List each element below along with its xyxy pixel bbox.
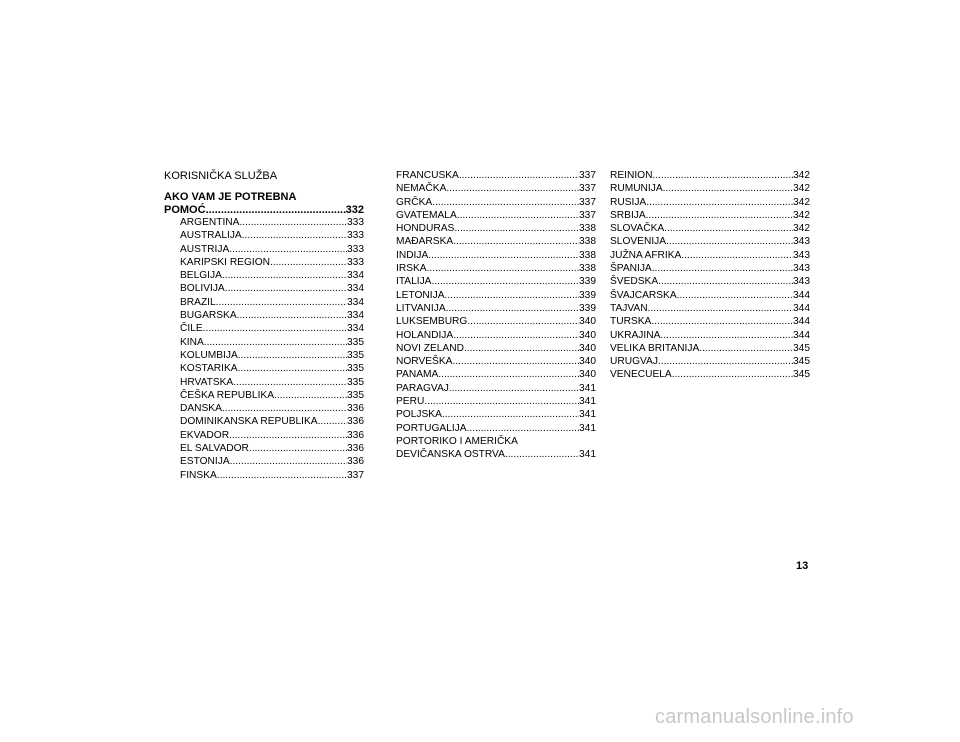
toc-entry-label: LUKSEMBURG [396,316,468,328]
toc-entry-label: GVATEMALA [396,209,457,221]
toc-entry[interactable] [396,302,596,315]
toc-entry-label: VENECUELA [610,369,672,381]
toc-entry[interactable] [396,315,596,328]
toc-entry-label: HOLANDIJA [396,329,454,341]
toc-entry[interactable] [180,322,364,335]
dot-leader [206,204,346,217]
toc-entry[interactable] [610,209,810,222]
dot-leader [238,349,347,362]
dot-leader [274,389,347,402]
toc-entry[interactable] [396,395,596,408]
toc-entry-page: 344 [793,316,810,328]
toc-entry-page: 342 [793,183,810,195]
help-title-line1: AKO VAM JE POTREBNA [164,191,297,203]
toc-column-1 [164,169,364,482]
dot-leader [646,209,793,222]
toc-entry-label: MAĐARSKA [396,236,454,248]
watermark: carmanualsonline.info [655,706,854,728]
dot-leader [452,355,579,368]
toc-entry[interactable] [396,382,596,395]
toc-entry[interactable] [396,408,596,421]
toc-entry-label: KOSTARIKA [180,363,238,375]
toc-entry[interactable] [396,222,596,235]
dot-leader [318,415,347,428]
dot-leader [237,309,347,322]
dot-leader [238,362,347,375]
toc-entry-page: 335 [347,376,364,388]
toc-entry-page: 341 [579,449,596,461]
dot-leader [239,216,347,229]
toc-entry-label: NEMAČKA [396,183,447,195]
toc-entry-label: VELIKA BRITANIJA [610,342,700,354]
toc-entry-label: AUSTRALIJA [180,230,242,242]
toc-entry[interactable] [180,376,364,389]
toc-column-2 [396,169,596,462]
toc-entry[interactable] [396,275,596,288]
toc-entry-page: 336 [347,403,364,415]
toc-entry-label: BELGIJA [180,270,222,282]
toc-entry-page: 337 [579,183,596,195]
toc-entry[interactable] [610,235,810,248]
toc-entry-label: REINION [610,170,653,181]
dot-leader [699,342,793,355]
dot-leader [424,395,579,408]
toc-entry-page: 337 [579,209,596,221]
dot-leader [505,448,579,461]
toc-entry-page: 345 [793,356,810,368]
dot-leader [453,329,579,342]
toc-entry-label: ČEŠKA REPUBLIKA [180,389,274,401]
toc-entry-label: SLOVENIJA [610,236,667,248]
toc-entry[interactable] [610,289,810,302]
toc-entry[interactable] [396,368,596,381]
toc-entry-page: 336 [347,429,364,441]
toc-entry[interactable] [610,342,810,355]
dot-leader [270,256,347,269]
toc-entry-page: 339 [579,276,596,288]
toc-entry[interactable] [180,282,364,295]
toc-entry-label: DEVIČANSKA OSTRVA [396,449,505,461]
toc-entry[interactable] [396,355,596,368]
toc-entry[interactable] [396,448,596,461]
dot-leader [467,315,579,328]
dot-leader [646,196,793,209]
toc-entry[interactable] [180,415,364,428]
toc-entry[interactable] [396,235,596,248]
toc-entry-label: RUSIJA [610,196,647,208]
toc-entry[interactable] [610,182,810,195]
toc-entry[interactable] [180,362,364,375]
toc-entry[interactable] [180,269,364,282]
dot-leader [672,368,793,381]
toc-entry-page: 343 [793,249,810,261]
toc-entry-page: 333 [347,243,364,255]
dot-leader [230,455,347,468]
dot-leader [648,302,793,315]
dot-leader [446,182,579,195]
toc-entry[interactable] [180,256,364,269]
dot-leader [204,336,347,349]
section-title: KORISNIČKA SLUŽBA [164,170,278,182]
dot-leader [229,429,347,442]
toc-entry[interactable] [180,469,364,482]
dot-leader [242,229,347,242]
dot-leader [454,222,579,235]
toc-entry-label: EL SALVADOR [180,443,249,455]
toc-entry-page: 340 [579,369,596,381]
dot-leader [222,402,347,415]
toc-entry-page: 342 [793,196,810,208]
toc-entry[interactable] [396,169,596,182]
toc-entry-page: 333 [347,256,364,268]
toc-entry-label: BUGARSKA [180,310,237,322]
dot-leader [467,422,579,435]
toc-entry[interactable] [180,243,364,256]
toc-entry-page: 345 [793,369,810,381]
toc-entry-page: 339 [579,302,596,314]
dot-leader [651,315,793,328]
toc-entry-label: ITALIJA [396,276,432,288]
toc-entry-label: EKVADOR [180,429,230,441]
toc-entry[interactable] [610,196,810,209]
dot-leader [459,169,579,182]
toc-entry-label: AUSTRIJA [180,243,230,255]
toc-entry-label: POLJSKA [396,409,442,421]
toc-entry-label: BOLIVIJA [180,283,225,295]
toc-entry-page: 337 [579,196,596,208]
toc-entry-page: 341 [579,382,596,394]
toc-entry[interactable] [180,296,364,309]
toc-entry-label: URUGVAJ [610,356,658,368]
help-title-page: 332 [345,203,364,216]
toc-entry[interactable] [610,249,810,262]
toc-list-1 [164,216,364,482]
toc-entry-label: KARIPSKI REGION [180,256,271,268]
toc-entry-label: ARGENTINA [180,217,240,228]
toc-entry[interactable] [610,275,810,288]
toc-entry-label: KOLUMBIJA [180,349,238,361]
toc-entry-page: 333 [347,217,364,228]
toc-entry[interactable] [396,262,596,275]
toc-entry[interactable] [396,249,596,262]
toc-list-3 [610,169,810,382]
toc-entry[interactable] [396,209,596,222]
toc-entry-label: ČILE [180,323,203,335]
toc-entry-page: 341 [579,422,596,434]
toc-entry-label: KINA [180,336,204,348]
toc-entry-page: 335 [347,363,364,375]
toc-entry-label: HRVATSKA [180,376,234,388]
toc-entry-page: 340 [579,316,596,328]
toc-entry-page: 342 [793,223,810,235]
toc-entry-label: LITVANIJA [396,302,446,314]
toc-entry-wrap-line1[interactable]: PORTORIKO I AMERIČKA [396,435,518,447]
dot-leader [464,342,579,355]
toc-entry-label: PARAGVAJ [396,382,449,394]
dot-leader [222,269,347,282]
dot-leader [658,355,793,368]
toc-entry[interactable] [610,355,810,368]
toc-column-3 [610,169,810,382]
toc-entry-label: NORVEŠKA [396,356,453,368]
dot-leader [663,182,793,195]
toc-entry-label: SRBIJA [610,209,646,221]
toc-entry-label: BRAZIL [180,296,216,308]
toc-entry-page: 334 [347,270,364,282]
toc-entry[interactable] [180,349,364,362]
toc-entry-page: 335 [347,336,364,348]
toc-entry-label: GRČKA [396,196,433,208]
dot-leader [427,262,579,275]
toc-entry-label: PORTUGALIJA [396,422,467,434]
dot-leader [217,469,347,482]
toc-entry-page: 341 [579,409,596,421]
toc-entry-page: 334 [347,310,364,322]
toc-entry-label: HONDURAS [396,223,455,235]
dot-leader [229,243,347,256]
toc-entry-label: UKRAJINA [610,329,661,341]
toc-entry[interactable] [610,222,810,235]
dot-leader [249,442,347,455]
toc-entry-label: IRSKA [396,263,427,275]
dot-leader [216,296,347,309]
toc-entry[interactable] [180,216,364,229]
toc-entry-page: 336 [347,416,364,428]
dot-leader [446,302,579,315]
toc-entry-page: 344 [793,302,810,314]
toc-entry-page: 340 [579,329,596,341]
toc-entry-page: 334 [347,296,364,308]
toc-entry[interactable] [610,329,810,342]
dot-leader [428,249,579,262]
toc-entry-label: TAJVAN [610,302,648,314]
toc-entry[interactable] [610,262,810,275]
toc-entry-page: 340 [579,342,596,354]
toc-entry-page: 338 [579,223,596,235]
toc-entry-label: SLOVAČKA [610,223,665,235]
toc-entry[interactable] [180,336,364,349]
toc-entry-page: 342 [793,209,810,221]
toc-entry[interactable] [180,402,364,415]
dot-leader [453,235,579,248]
toc-entry[interactable] [396,196,596,209]
toc-entry-label: DOMINIKANSKA REPUBLIKA [180,416,318,428]
toc-entry[interactable] [396,329,596,342]
toc-entry-page: 343 [793,276,810,288]
dot-leader [457,209,579,222]
toc-entry[interactable] [610,302,810,315]
page-number: 13 [796,560,809,572]
toc-entry[interactable] [180,455,364,468]
toc-entry-page: 338 [579,263,596,275]
toc-entry[interactable] [180,442,364,455]
toc-entry-label: INDIJA [396,249,429,261]
dot-leader [449,382,579,395]
toc-entry-page: 337 [347,469,364,481]
toc-entry-label: PERU [396,396,425,408]
dot-leader [658,275,793,288]
toc-entry-label: ESTONIJA [180,456,230,468]
toc-entry-page: 334 [347,283,364,295]
toc-entry-label: ŠVEDSKA [610,276,659,288]
help-title-label: POMOĆ [164,203,206,216]
toc-entry-page: 339 [579,289,596,301]
dot-leader [681,249,793,262]
toc-entry-label: DANSKA [180,403,222,415]
help-title-entry[interactable] [164,204,364,217]
dot-leader [445,289,580,302]
toc-entry-page: 340 [579,356,596,368]
dot-leader [664,222,793,235]
toc-entry-page: 343 [793,236,810,248]
toc-entry-page: 337 [579,170,596,181]
toc-entry[interactable] [396,182,596,195]
dot-leader [677,289,793,302]
dot-leader [438,368,579,381]
toc-entry-label: FRANCUSKA [396,170,459,181]
toc-entry-page: 344 [793,329,810,341]
toc-entry-page: 345 [793,342,810,354]
dot-leader [652,262,793,275]
toc-entry[interactable] [180,389,364,402]
toc-entry-label: TURSKA [610,316,652,328]
toc-entry[interactable] [610,368,810,381]
toc-entry[interactable] [180,309,364,322]
toc-entry-page: 335 [347,389,364,401]
toc-entry-page: 335 [347,349,364,361]
toc-entry[interactable] [396,342,596,355]
toc-entry-page: 342 [793,170,810,181]
dot-leader [442,408,579,421]
toc-entry-page: 334 [347,323,364,335]
toc-entry[interactable] [396,289,596,302]
toc-entry-label: RUMUNIJA [610,183,663,195]
toc-entry-page: 338 [579,236,596,248]
toc-entry-page: 336 [347,443,364,455]
toc-entry-page: 338 [579,249,596,261]
toc-entry-label: ŠVAJCARSKA [610,289,677,301]
toc-entry-page: 333 [347,230,364,242]
toc-entry[interactable] [396,422,596,435]
toc-entry-label: ŠPANIJA [610,263,652,275]
toc-entry-label: FINSKA [180,469,217,481]
toc-entry[interactable] [180,229,364,242]
dot-leader [431,275,579,288]
dot-leader [652,169,793,182]
toc-entry-page: 344 [793,289,810,301]
toc-list-2 [396,169,596,435]
dot-leader [660,329,793,342]
toc-entry-label: PANAMA [396,369,439,381]
toc-entry-page: 343 [793,263,810,275]
toc-entry[interactable] [610,169,810,182]
toc-entry-page: 341 [579,396,596,408]
toc-entry-page: 336 [347,456,364,468]
dot-leader [203,322,347,335]
toc-entry-label: JUŽNA AFRIKA [610,249,682,261]
dot-leader [432,196,579,209]
dot-leader [233,376,347,389]
dot-leader [225,282,347,295]
dot-leader [666,235,793,248]
toc-entry[interactable] [180,429,364,442]
toc-entry-label: NOVI ZELAND [396,342,464,354]
toc-entry[interactable] [610,315,810,328]
toc-entry-label: LETONIJA [396,289,445,301]
